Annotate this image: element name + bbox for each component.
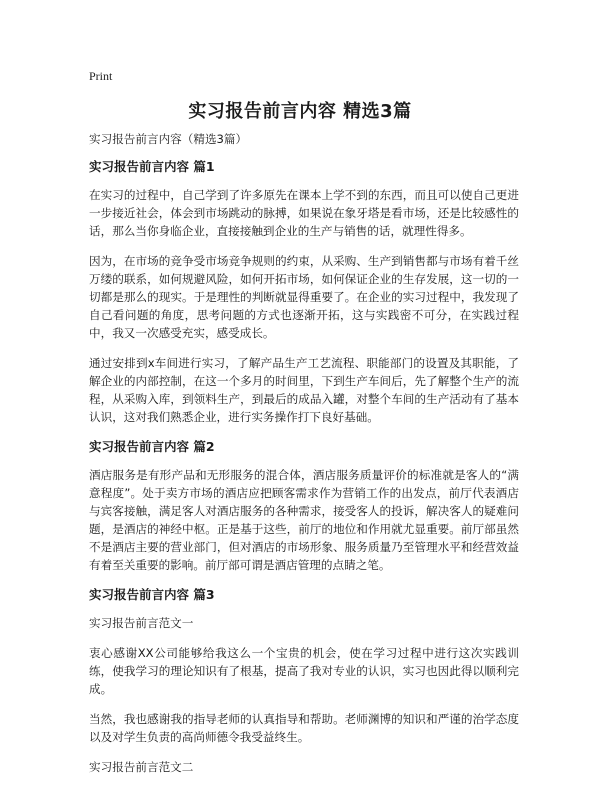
section-2 (89, 438, 519, 574)
print-label[interactable]: Print (89, 69, 113, 83)
paragraph: 衷心感谢XX公司能够给我这么一个宝贵的机会，使在学习过程中进行这次实践训练，使我学习的理论知识有了根基，提高了我对专业的认识，实习也因此得以顺利完成。 (89, 646, 519, 696)
section-heading: 实习报告前言内容 篇2 (89, 439, 215, 454)
document-title: 实习报告前言内容 精选3篇 (188, 101, 412, 122)
sample-label: 实习报告前言范文一 (89, 616, 194, 630)
paragraph: 酒店服务是有形产品和无形服务的混合体，酒店服务质量评价的标准就是客人的“满意程度”。处于卖方市场的酒店应把顾客需求作为营销工作的出发点，前厅代表酒店与宾客接触，满足客人对酒店服务的各种需求，接受客人的投诉，解决客人的疑难问题，是酒店的神经中枢。正是基于这些，前厅的地位和作用就尤显重要。前厅部虽然不是酒店主要的营业部门，但对酒店的市场形象、服务质量乃至管理水平和经营效益有着至关重要的影响。前厅部可谓是酒店管理的点睛之笔。 (89, 468, 519, 572)
document-body (89, 130, 519, 788)
section-1 (89, 158, 519, 426)
paragraph: 当然，我也感谢我的指导老师的认真指导和帮助。老师渊博的知识和严谨的治学态度以及对学生负责的高尚师德令我受益终生。 (89, 712, 519, 744)
section-heading: 实习报告前言内容 篇1 (89, 159, 215, 174)
paragraph: 在实习的过程中，自己学到了许多原先在课本上学不到的东西，而且可以使自己更进一步接近社会，体会到市场跳动的脉搏，如果说在象牙塔是看市场，还是比较感性的话，那么当你身临企业，直接接触到企业的生产与销售的话，就理性得多。 (89, 188, 519, 238)
document-subtitle: 实习报告前言内容（精选3篇） (89, 132, 248, 146)
section-heading: 实习报告前言内容 篇3 (89, 587, 215, 602)
paragraph: 通过安排到x车间进行实习，了解产品生产工艺流程、职能部门的设置及其职能，了解企业的内部控制，在这一个多月的时间里，下到生产车间后，先了解整个生产的流程，从采购入库，到领料生产，到最后的成品入罐，对整个车间的生产活动有了基本认识，这对我们熟悉企业，进行实务操作打下良好基础。 (89, 356, 519, 424)
paragraph: 因为，在市场的竞争受市场竞争规则的约束，从采购、生产到销售都与市场有着千丝万缕的联系，如何规避风险，如何开拓市场，如何保证企业的生存发展，这一切的一切都是那么的现实。于是理性的判断就显得重要了。在企业的实习过程中，我发现了自己看问题的角度，思考问题的方式也逐渐开拓，这与实践密不可分，在实践过程中，我又一次感受充实，感受成长。 (89, 254, 519, 340)
sample-label: 实习报告前言范文二 (89, 760, 194, 774)
section-3 (89, 586, 519, 776)
